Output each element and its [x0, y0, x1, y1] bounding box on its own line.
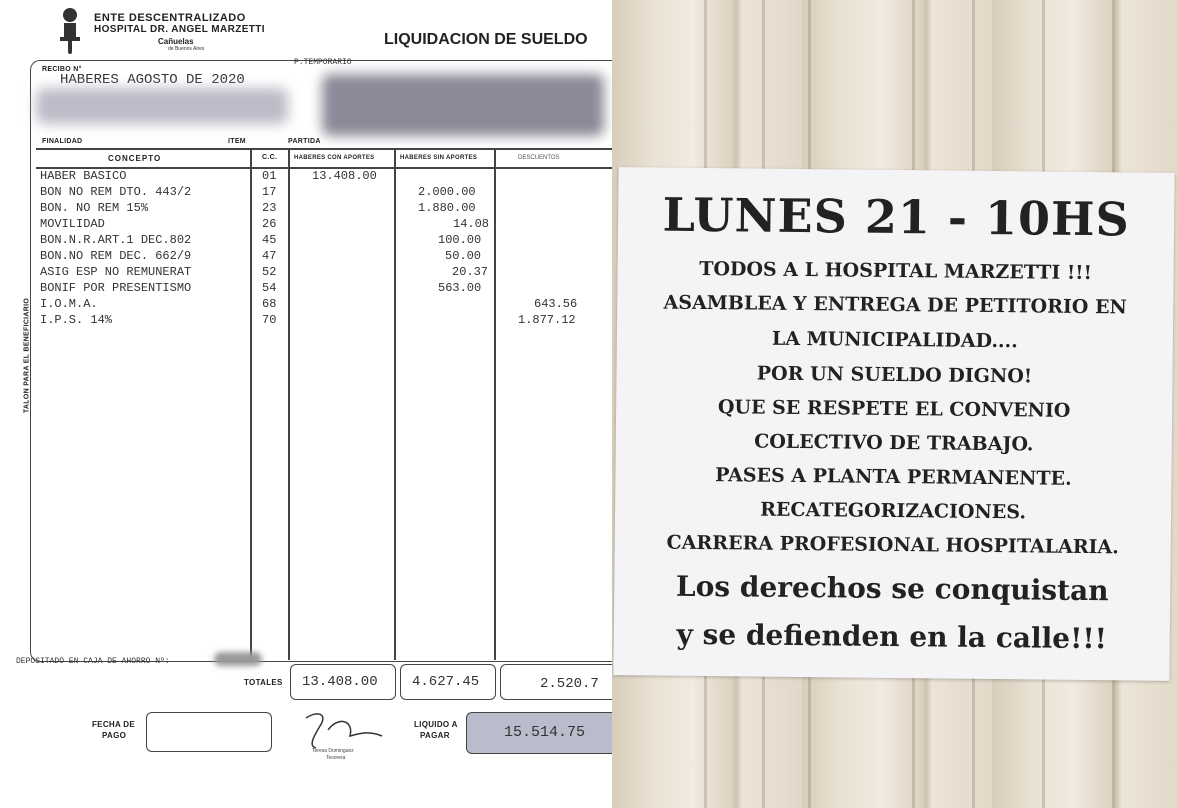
col-descuentos-header: DESCUENTOS — [518, 155, 560, 161]
col-concepto-header: CONCEPTO — [108, 154, 162, 163]
row-cc: 45 — [262, 233, 277, 247]
table-row — [0, 313, 600, 329]
row-cc: 52 — [262, 265, 277, 279]
table-row — [0, 265, 600, 281]
header-rule-top — [36, 148, 612, 150]
col-con-aportes-header: HABERES CON APORTES — [294, 155, 375, 161]
side-label: TALON PARA EL BENEFICIARIO — [23, 297, 31, 414]
poster-slogan-1: Los derechos se conquistan — [675, 569, 1109, 608]
row-sin: 2.000.00 — [418, 185, 476, 199]
fecha-pago-box — [146, 712, 272, 752]
col-sin-aportes-header: HABERES SIN APORTES — [400, 155, 478, 161]
row-sin: 100.00 — [438, 233, 482, 247]
finalidad-label: FINALIDAD — [42, 138, 83, 145]
hospital-logo-icon — [56, 6, 84, 54]
table-row — [0, 217, 600, 233]
liquido-label-1: LIQUIDO A — [414, 720, 458, 729]
row-concepto: BONIF POR PRESENTISMO — [40, 281, 192, 295]
signature-role: Tesorera — [326, 755, 346, 761]
poster-line: CARRERA PROFESIONAL HOSPITALARIA. — [666, 531, 1119, 559]
total-desc: 2.520.7 — [540, 676, 599, 692]
poster-line: ASAMBLEA Y ENTREGA DE PETITORIO EN — [663, 291, 1127, 319]
protest-poster — [613, 167, 1174, 681]
poster-slogan-2: y se defienden en la calle!!! — [676, 617, 1108, 656]
col-cc-header: C.C. — [262, 154, 278, 161]
poster-headline: LUNES 21 - 10HS — [662, 187, 1130, 247]
redacted-account — [214, 652, 262, 666]
poster-line: LA MUNICIPALIDAD.... — [771, 327, 1018, 353]
row-sin: 1.880.00 — [418, 201, 476, 215]
org-line-1: ENTE DESCENTRALIZADO — [94, 12, 246, 24]
org-city: Cañuelas — [158, 37, 194, 46]
total-con: 13.408.00 — [302, 674, 378, 690]
fecha-pago-label-2: PAGO — [102, 731, 127, 740]
row-concepto: BON. NO REM 15% — [40, 201, 149, 215]
org-province: de Buenos Aires — [168, 46, 205, 52]
signature-name: Teresa Dominguez — [312, 748, 354, 754]
slip-frame — [30, 60, 612, 662]
total-sin: 4.627.45 — [412, 674, 480, 690]
redacted-name — [36, 88, 288, 124]
row-concepto: I.O.M.A. — [40, 297, 98, 311]
poster-line: COLECTIVO DE TRABAJO. — [754, 430, 1034, 456]
org-line-2: HOSPITAL DR. ANGEL MARZETTI — [94, 24, 265, 35]
fecha-pago-label-1: FECHA DE — [92, 720, 135, 729]
row-desc: 1.877.12 — [518, 313, 576, 327]
table-row — [0, 281, 600, 297]
poster-line: TODOS A L HOSPITAL MARZETTI !!! — [699, 257, 1093, 285]
poster-line: POR UN SUELDO DIGNO! — [756, 362, 1033, 388]
row-concepto: HABER BASICO — [40, 169, 127, 183]
row-sin: 14.08 — [453, 217, 490, 231]
table-row — [0, 185, 600, 201]
haberes-period: HABERES AGOSTO DE 2020 — [60, 72, 245, 88]
redacted-details — [322, 74, 604, 136]
row-cc: 17 — [262, 185, 277, 199]
deposit-label: DEPOSITADO EN CAJA DE AHORRO Nº: — [16, 657, 170, 666]
row-cc: 47 — [262, 249, 277, 263]
row-sin: 563.00 — [438, 281, 482, 295]
recibo-label: RECIBO N° — [42, 66, 82, 73]
row-concepto: BON.N.R.ART.1 DEC.802 — [40, 233, 192, 247]
row-cc: 01 — [262, 169, 277, 183]
door-poster-photo — [612, 0, 1178, 808]
row-concepto: ASIG ESP NO REMUNERAT — [40, 265, 192, 279]
signature-icon — [298, 706, 390, 754]
poster-line: RECATEGORIZACIONES. — [760, 498, 1027, 524]
row-sin: 20.37 — [452, 265, 489, 279]
row-desc: 643.56 — [534, 297, 578, 311]
poster-line: PASES A PLANTA PERMANENTE. — [715, 464, 1072, 490]
row-cc: 70 — [262, 313, 277, 327]
poster-line: QUE SE RESPETE EL CONVENIO — [717, 396, 1071, 422]
totales-label: TOTALES — [244, 678, 283, 687]
row-cc: 23 — [262, 201, 277, 215]
row-cc: 26 — [262, 217, 277, 231]
partida-label: PARTIDA — [288, 138, 321, 145]
row-con: 13.408.00 — [312, 169, 377, 183]
table-row — [0, 169, 600, 185]
row-concepto: I.P.S. 14% — [40, 313, 113, 327]
table-row — [0, 249, 600, 265]
item-label: ITEM — [228, 138, 246, 145]
row-concepto: BON NO REM DTO. 443/2 — [40, 185, 192, 199]
row-cc: 68 — [262, 297, 277, 311]
status-label: P.TEMPORARIO — [294, 58, 352, 67]
table-row — [0, 297, 600, 313]
row-concepto: BON.NO REM DEC. 662/9 — [40, 249, 192, 263]
table-row — [0, 201, 600, 217]
row-cc: 54 — [262, 281, 277, 295]
liquido-label-2: PAGAR — [420, 731, 450, 740]
document-title: LIQUIDACION DE SUELDO — [384, 31, 588, 48]
row-sin: 50.00 — [445, 249, 482, 263]
table-row — [0, 233, 600, 249]
row-concepto: MOVILIDAD — [40, 217, 105, 231]
liquido-value: 15.514.75 — [504, 724, 586, 741]
